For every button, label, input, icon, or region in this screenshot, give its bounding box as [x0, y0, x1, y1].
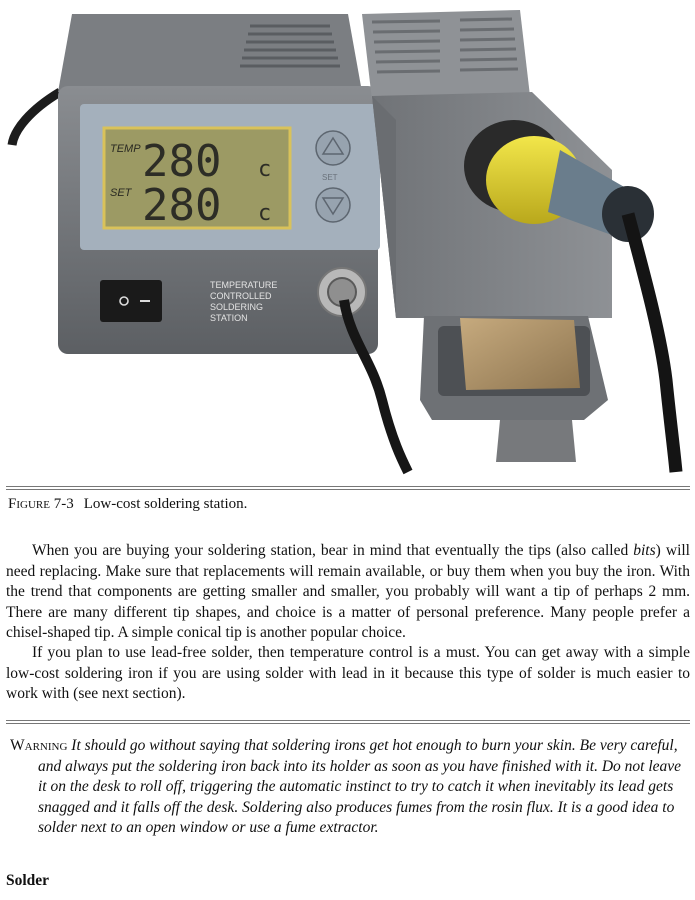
figure-caption-text: Low-cost soldering station.: [83, 496, 248, 512]
section-heading-solder: Solder: [6, 872, 50, 889]
temp-unit: c: [258, 157, 272, 182]
power-switch[interactable]: [100, 280, 162, 322]
warning-rule-top: [6, 720, 690, 724]
set-unit: c: [258, 201, 272, 226]
warning-box: [10, 736, 690, 839]
figure-label: Figure 7-3: [8, 496, 74, 512]
up-button[interactable]: [316, 131, 350, 165]
paragraph-lead-free: If you plan to use lead-free solder, then temperature control is a must. You can get away with a simple low-cost soldering iron if you are using solder with lead in it because this type of solder is much easier to work with (see next section).: [6, 644, 690, 702]
set-button-label: SET: [322, 173, 338, 182]
figure-caption: [8, 496, 247, 513]
handle-cable: [628, 214, 676, 472]
caption-rule-top: [6, 486, 690, 490]
station-label: TEMPERATURE CONTROLLED SOLDERING STATION: [210, 280, 278, 323]
paragraph-tips: When you are buying your soldering station, bear in mind that eventually the tips (also called bits) will need replacing. Make sure that replacements will remain available, or buy them when you buy the iron. With the trend that components are getting smaller and smaller, you probably will want a tip of perhaps 2 mm. There are many different tip shapes, and choice is a matter of personal preference. Many people prefer a chisel-shaped tip. A simple conical tip is another popular choice.: [6, 542, 690, 641]
set-label: SET: [110, 187, 132, 199]
temp-label: TEMP: [110, 143, 141, 155]
warning-text: It should go without saying that soldering irons get hot enough to burn your skin. Be very careful, and always put the soldering iron back into its holder as soon as you have finished with it. Do not leave it on the desk to roll off, triggering the automatic instinct to try to catch it when inevitably its lead gets snagged and it falls off the desk. Soldering also produces fumes from the rosin flux. It is a good idea to solder next to an open window or use a fume extractor.: [38, 737, 682, 836]
cleaning-sponge: [460, 318, 580, 390]
down-button[interactable]: [316, 188, 350, 222]
stand-top: [362, 10, 530, 100]
warning-label: Warning: [10, 737, 68, 754]
set-reading: 280: [142, 180, 222, 231]
temp-reading: 280: [142, 136, 222, 187]
